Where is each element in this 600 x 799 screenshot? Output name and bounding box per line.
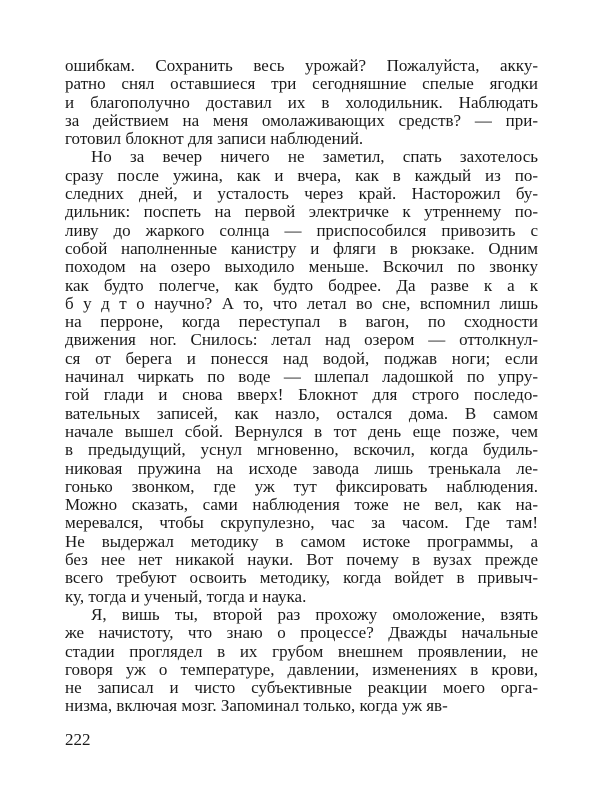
text-line: ливу до жаркого солнца — приспособился привозить с: [65, 221, 538, 240]
text-line: говоря уж о температуре, давлении, изменениях в крови,: [65, 660, 538, 679]
text-line: ратно снял оставшиеся три сегодняшние спелые ягодки: [65, 75, 538, 94]
text-line: стадии проглядел в их грубом внешнем проявлении, не: [65, 642, 538, 661]
text-line: без нее нет никакой науки. Вот почему в вузах прежде: [65, 551, 538, 570]
text-line: и благополучно доставил их в холодильник. Наблюдать: [65, 93, 538, 112]
text-line: собой наполненные канистру и фляги в рюкзаке. Одним: [65, 239, 538, 258]
text-line: же начистоту, что знаю о процессе? Дважды начальные: [65, 624, 538, 643]
text-line: Я, вишь ты, второй раз прохожу омоложение, взять: [91, 605, 538, 624]
text-line: за действием на меня омолаживающих средств? — при-: [65, 111, 538, 130]
text-line: ся от берега и понесся над водой, поджав ноги; если: [65, 349, 538, 368]
text-line: готовил блокнот для записи наблюдений.: [65, 130, 364, 149]
text-line: дильник: поспеть на первой электричке к утреннему по-: [65, 203, 538, 222]
text-line: начале вышел сбой. Вернулся в тот день еще позже, чем: [65, 422, 538, 441]
book-page-text: [65, 57, 538, 716]
text-line: не записал и чисто субъективные реакции моего орга-: [65, 679, 538, 698]
text-line: ку, тогда и ученый, тогда и наука.: [65, 587, 307, 606]
text-line: движения ног. Снилось: летал над озером — оттолкнул-: [65, 331, 538, 350]
text-line: б у д т о научно? А то, что летал во сне, вспомнил лишь: [65, 294, 538, 313]
page-number: 222: [65, 730, 91, 749]
text-line: всего требуют освоить методику, когда войдет в привыч-: [65, 569, 538, 588]
text-line: Но за вечер ничего не заметил, спать захотелось: [91, 148, 538, 167]
text-line: Можно сказать, сами наблюдения тоже не вел, как на-: [65, 496, 538, 515]
text-line: ошибкам. Сохранить весь урожай? Пожалуйста, акку-: [65, 57, 538, 75]
text-line: в предыдущий, уснул мгновенно, вскочил, когда будиль-: [65, 441, 538, 460]
text-line: сразу после ужина, как и вчера, как в каждый из по-: [65, 166, 538, 185]
text-line: начинал чиркать по воде — шлепал ладошкой по упру-: [65, 368, 538, 387]
text-line: Не выдержал методику в самом истоке программы, а: [65, 532, 538, 551]
text-line: никовая пружина на исходе завода лишь тренькала ле-: [65, 459, 538, 478]
text-line: меревался, чтобы скрупулезно, час за часом. Где там!: [65, 514, 538, 533]
text-line: гой глади и снова вверх! Блокнот для строго последо-: [65, 386, 538, 405]
text-line: вательных записей, как назло, остался дома. В самом: [65, 404, 538, 423]
text-line: как будто полегче, как будто бодрее. Да разве к а к: [65, 276, 538, 295]
text-line: походом на озеро выходило меньше. Вскочил по звонку: [65, 258, 538, 277]
text-line: гонько звонком, где уж тут фиксировать наблюдения.: [65, 477, 538, 496]
text-line: низма, включая мозг. Запоминал только, когда уж яв-: [65, 697, 448, 716]
text-line: на перроне, когда переступал в вагон, по сходности: [65, 313, 538, 332]
text-line: следних дней, и усталость через край. Насторожил бу-: [65, 185, 538, 204]
